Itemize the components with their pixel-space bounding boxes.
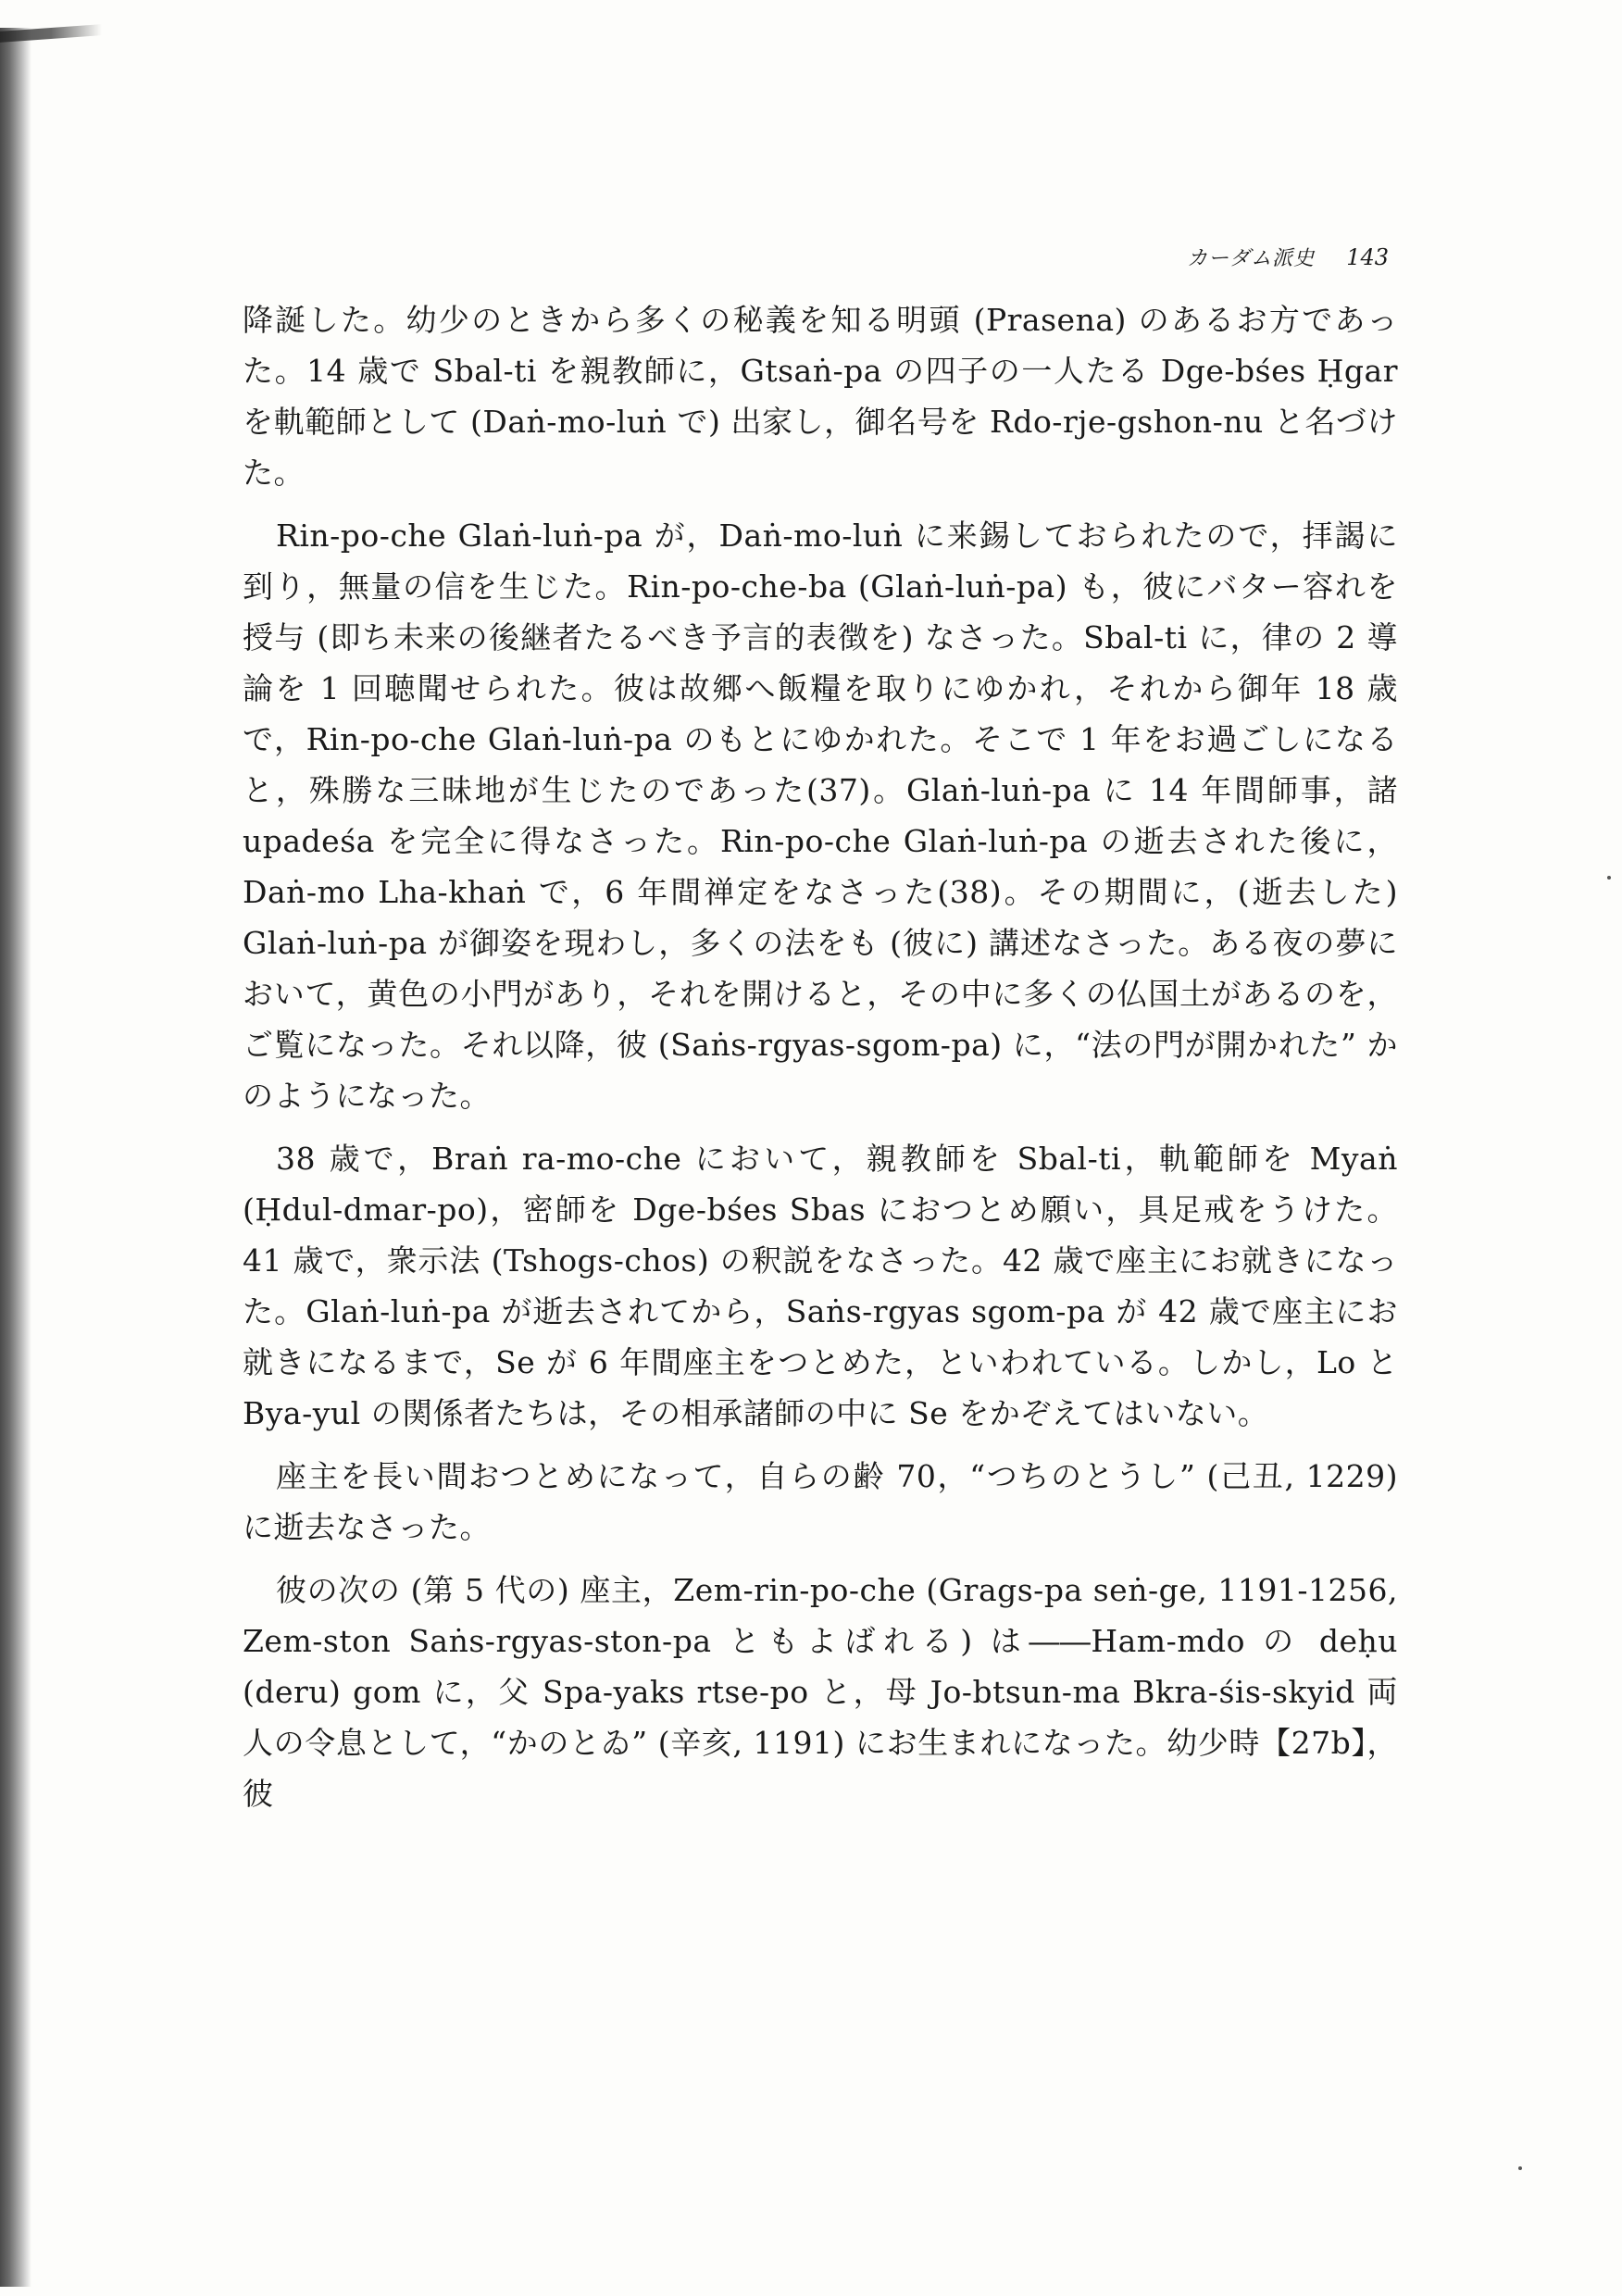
paragraph-5: 彼の次の (第 5 代の) 座主，Zem-rin-po-che (Grags-pa seṅ-ge, 1191-1256, Zem-ston Saṅs-rgyas-ston-pa ともよばれる) は――Ham-mdo の deḥu (deru) gom に，父 Spa-yaks rtse-po と，母 Jo-btsun-ma Bkra-śis-skyid 両人の令息として，“かのとゐ” (辛亥, 1191) にお生まれになった。幼少時【27b】，彼 bbox=[243, 1572, 1398, 1812]
paragraph-1: 降誕した。幼少のときから多くの秘義を知る明頭 (Prasena) のあるお方であった。14 歳で Sbal-ti を親教師に，Gtsaṅ-pa の四子の一人たる Dge-bśes Ḥgar を軌範師として (Daṅ-mo-luṅ で) 出家し，御名号を Rdo-rje-gshon-nu と名づけた。 bbox=[243, 302, 1398, 491]
page-body bbox=[243, 294, 1398, 1831]
scan-speck bbox=[1518, 2166, 1522, 2170]
paragraph-4: 座主を長い間おつとめになって，自らの齢 70，“つちのとうし” (己丑, 1229) に逝去なさった。 bbox=[243, 1458, 1398, 1545]
paragraph-3: 38 歳で，Braṅ ra-mo-che において，親教師を Sbal-ti，軌範師を Myaṅ (Ḥdul-dmar-po)，密師を Dge-bśes Sbas におつとめ願い，具足戒をうけた。41 歳で，衆示法 (Tshogs-chos) の釈説をなさった。42 歳で座主にお就きになった。Glaṅ-luṅ-pa が逝去されてから，Saṅs-rgyas sgom-pa が 42 歳で座主にお就きになるまで，Se が 6 年間座主をつとめた，といわれている。しかし，Lo と Bya-yul の関係者たちは，その相承諸師の中に Se をかぞえてはいない。 bbox=[243, 1141, 1398, 1431]
scan-speck bbox=[1607, 876, 1611, 880]
page-number: 143 bbox=[1346, 244, 1389, 270]
scan-binding-shadow bbox=[0, 28, 31, 2287]
paragraph-2: Rin-po-che Glaṅ-luṅ-pa が，Daṅ-mo-luṅ に来錫しておられたので，拝謁に到り，無量の信を生じた。Rin-po-che-ba (Glaṅ-luṅ-pa) も，彼にバター容れを授与 (即ち未来の後継者たるべき予言的表徴を) なさった。Sbal-ti に，律の 2 導論を 1 回聴聞せられた。彼は故郷へ飯糧を取りにゆかれ，それから御年 18 歳で，Rin-po-che Glaṅ-luṅ-pa のもとにゆかれた。そこで 1 年をお過ごしになると，殊勝な三昧地が生じたのであった(37)。Glaṅ-luṅ-pa に 14 年間師事，諸 upadeśa を完全に得なさった。Rin-po-che Glaṅ-luṅ-pa の逝去された後に，Daṅ-mo Lha-khaṅ で，6 年間禅定をなさった(38)。その期間に，(逝去した) Glaṅ-luṅ-pa が御姿を現わし，多くの法をも (彼に) 講述なさった。ある夜の夢において，黄色の小門があり，それを開けると，その中に多くの仏国土があるのを，ご覧になった。それ以降，彼 (Saṅs-rgyas-sgom-pa) に，“法の門が開かれた” かのようになった。 bbox=[243, 518, 1398, 1114]
running-title: カーダム派史 bbox=[1187, 247, 1316, 270]
page-header bbox=[1083, 243, 1389, 280]
